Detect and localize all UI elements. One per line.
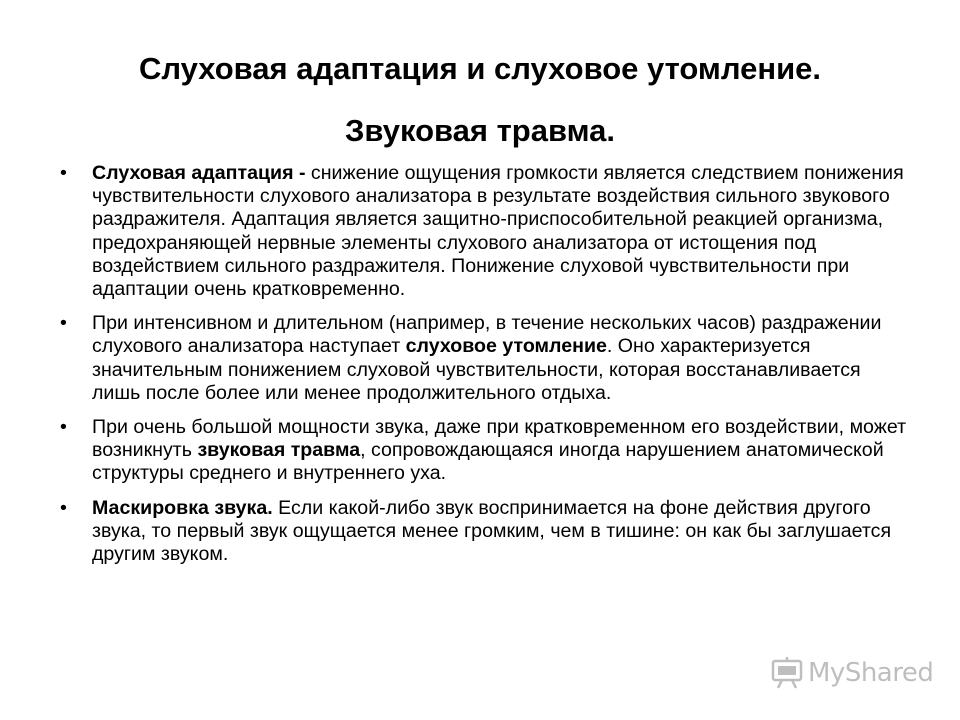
bullet-item-trauma — [54, 416, 914, 486]
bullet-icon: • — [60, 496, 67, 519]
body-text: , сопровождающаяся иногда нарушением анатомической структуры среднего и внутреннего уха. — [92, 439, 884, 485]
bullet-text — [92, 416, 906, 484]
bullet-icon: • — [60, 416, 67, 439]
presentation-board-icon — [770, 656, 804, 690]
watermark-logo — [770, 656, 933, 690]
body-text: снижение ощущения громкости является следствием понижения чувствительности слухового анализатора в результате воздействия сильного звукового раздражителя. Адаптация является защитно-приспособительной реакцией организма, предохраняющей нервные элементы слухового анализатора от истощения под воздействием сильного раздражителя. Понижение слуховой чувствительности при адаптации очень кратковременно. — [92, 162, 904, 301]
bullet-item-fatigue — [54, 312, 914, 405]
bullet-icon: • — [60, 312, 67, 335]
bullet-text — [92, 497, 891, 565]
body-text: При очень большой мощности звука, даже при кратковременном его воздействии, может возникнуть — [92, 416, 907, 462]
bullet-icon: • — [60, 162, 67, 184]
body-text: Если какой-либо звук воспринимается на фоне действия другого звука, то первый звук ощущается менее громким, чем в тишине: он как бы заглушается другим звуком. — [92, 496, 892, 566]
slide-title — [40, 38, 920, 162]
bullet-item-masking — [54, 497, 914, 567]
title-line-2: Звуковая травма. — [345, 113, 615, 148]
bold-term: звуковая травма — [197, 439, 361, 462]
bullet-list — [54, 162, 914, 577]
body-text: . Оно характеризуется значительным понижением слуховой чувствительности, которая восстанавливается лишь после более или менее продолжительного отдыха. — [92, 335, 861, 404]
body-text: При интенсивном и длительном (например, в течение нескольких часов) раздражении слухового анализатора наступает — [92, 312, 882, 358]
watermark-text: MyShared — [808, 658, 934, 688]
bold-term: слуховое утомление — [405, 335, 607, 358]
bullet-item-adaptation — [54, 162, 914, 301]
bullet-text — [92, 162, 904, 300]
title-line-1: Слуховая адаптация и слуховое утомление. — [138, 51, 822, 86]
bold-term: Слуховая адаптация - — [92, 162, 311, 184]
bold-term: Маскировка звука. — [92, 496, 273, 519]
bullet-text — [92, 312, 881, 404]
